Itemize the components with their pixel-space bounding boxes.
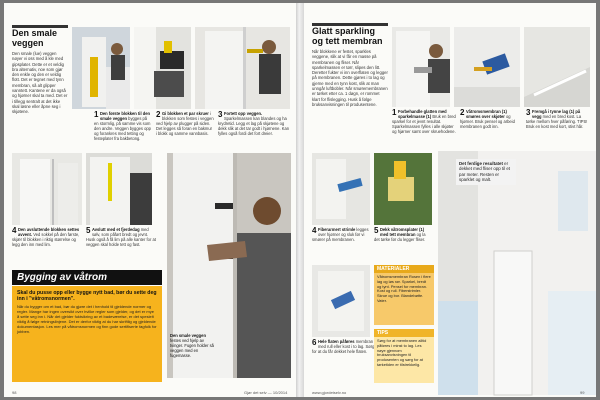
materials-box bbox=[374, 265, 434, 325]
left-title-box bbox=[12, 25, 68, 48]
main-photo-caption: Den smale veggen festes ved hjelp av tvinger. Fugen holder så veggen med en fugemasse. bbox=[170, 333, 214, 358]
right-photo-3 bbox=[524, 27, 590, 107]
spread-gutter bbox=[296, 3, 304, 397]
left-title: Den smale veggen bbox=[12, 28, 58, 48]
tips-body: Sørg for at membranen alltid påføres i minst to lag. Les nøye gjennom bruksanvisningen til produsenten og sørg for at tørketiden er tilstrekkelig. bbox=[377, 338, 427, 367]
materials-heading: MATERIALER bbox=[374, 265, 434, 273]
photo-step-3 bbox=[195, 27, 290, 109]
photo-step-5 bbox=[86, 153, 152, 225]
left-folio: 98 bbox=[12, 390, 17, 395]
right-caption-4: 4 Fiberarmert strimle legges over hjørner og sluk før vi smører på membranen. bbox=[312, 226, 369, 242]
photo-step-2 bbox=[134, 27, 191, 109]
right-title-box bbox=[312, 23, 388, 46]
left-caption-4: 4 Den avsluttende blokken settes avvent. Ved sokkel på den første, skjær til blokken i riktig størrelse og legg den inn med lim. bbox=[12, 226, 80, 247]
left-caption-1: 1 Den første blokken til den smale veggen bygges på en stormlig, på samme vis som den andre. Veggen bygges opp og forankres med tetting og festeplater fra bakbetong. bbox=[94, 110, 151, 141]
right-photo-2 bbox=[454, 27, 520, 107]
section-band-title: Bygging av våtrom bbox=[12, 270, 162, 285]
right-caption-2: 2 Våtromsmembran (1) smøres over skjøter og hjørner. Bruk pensel og arbeid membranen godt inn. bbox=[460, 108, 515, 129]
left-page bbox=[4, 3, 296, 397]
tips-heading: TIPS bbox=[374, 329, 434, 337]
info-box bbox=[12, 286, 162, 382]
right-folio: 99 bbox=[580, 390, 585, 395]
right-intro: Når blokkene er festet, sparkles veggene, slik at vi får en masse på membranen og fliser. Når sparkelmassen er tørr, slipes den litt. Deretter fukter vi inn overflaten og legger på membranen. Dette gjøres i to lag og gjerne med en tynn kost, slik at man unngår luftbobler. Når smøremembranen er tørket etter ca. 1 døgn, er rommet klart for flislegging. Husk å følge bruksanvisningen til produsentene. bbox=[312, 49, 388, 107]
bathroom-photo-note: Det ferdige resultatet er dekket med fliser opp til et par meter. Resten er sparklet og malt. bbox=[456, 159, 516, 185]
left-caption-3: 3 Fortett opp veggen. Sparkelmassen kan blandes og ha krydretid. Legg et lag på skjøtene og dekk slik at det tar godt i hjørnene. Kan fylles også fordi det fort dreier. bbox=[218, 110, 289, 136]
info-box-lead: Skal du pusse opp eller bygge nytt bad, bør du sette deg inn i "våtromsnormen". bbox=[17, 290, 157, 303]
photo-step-1 bbox=[72, 27, 130, 109]
right-page bbox=[304, 3, 596, 397]
right-photo-6 bbox=[312, 265, 370, 337]
photo-step-4 bbox=[12, 153, 82, 225]
right-photo-5 bbox=[374, 153, 432, 225]
left-caption-2: 2 Gi blokken et par skruer i blokken som festes i veggen ved hjelp av plugger på siden. Det legges så foran en bakmur i blokk og samme vannbasis. bbox=[156, 110, 214, 136]
materials-body: Våtromsmembran Rosen i flere lag og løs rør. Sparkel, bredt og tynt. Pensel for membran. Kost og rull. Fiberstrimler. Skrue og bor. Blandebøtte. Vater. bbox=[377, 274, 431, 303]
right-caption-6: 6 Hele flaten påføres membran med rull eller kost i to lag. Sørg for at du får dekket hele flaten. bbox=[312, 338, 375, 354]
right-photo-4 bbox=[312, 153, 370, 225]
right-title: Glatt sparkling og tett membran bbox=[312, 26, 383, 46]
info-box-body: Når du bygger om et bad, bør du gjøre det i henhold til gjeldende normer og regler. Mange har ingen oversikt over hvilke regler som gjelder, og det er mye å sette seg inn i. Når det gjelder fuktsikring av et badeværelse, er det spesielt viktig å følge retningslinjene. Det er derfor viktig at du har skriftlig og gjeldende dokumentasjon. Les mer på våtromsnormen og finn gode sertifiserte fagfolk for jobben. bbox=[17, 304, 157, 335]
right-footer: www.gjordetselv.no bbox=[312, 390, 347, 395]
bathroom-photo bbox=[438, 151, 596, 395]
right-caption-3: 3 Fremgå i tynne lag (1) på vegg med en bred kost. La tørke mellom hver påføring. TIPS! Bruk en kost med kort, stivt hår. bbox=[526, 108, 588, 129]
tips-box bbox=[374, 329, 434, 383]
right-caption-5: 5 Dekk våtromsplater (1) med tett membran og la det tørke før du legger fliser. bbox=[374, 226, 426, 242]
right-photo-1 bbox=[392, 27, 450, 107]
right-caption-1: 1 Forbehandle glatten med sparkelmasse (1) Bruk en bred sparkel for et jevnt resultat. Sparkelmassen fylles i alle skjøter og hjørner samt over skruehodene. bbox=[392, 108, 456, 134]
left-footer: Gjør det selv — 10/2014 bbox=[244, 390, 288, 395]
left-caption-5: 5 Avslutt med et fjerdedag med sølv, som påført bredt og jevnt. Husk også å få lim på alle kanter for at veggen skal holde tett og fast. bbox=[86, 226, 156, 247]
left-intro: Den smale (lue) veggen nøyer vi oss med å kle med gipsplater. Dette er et veldig bra alternativ, noe som gjør den enkle og den er veldig flott. Det er tegnet med tynn membran, så alt glipper vanntett. Kantene er da også og hjørner skal ta med. Det er i tillegg sentralt at det ikke skal løsne eller åpne seg i skjøtene. bbox=[12, 51, 68, 115]
